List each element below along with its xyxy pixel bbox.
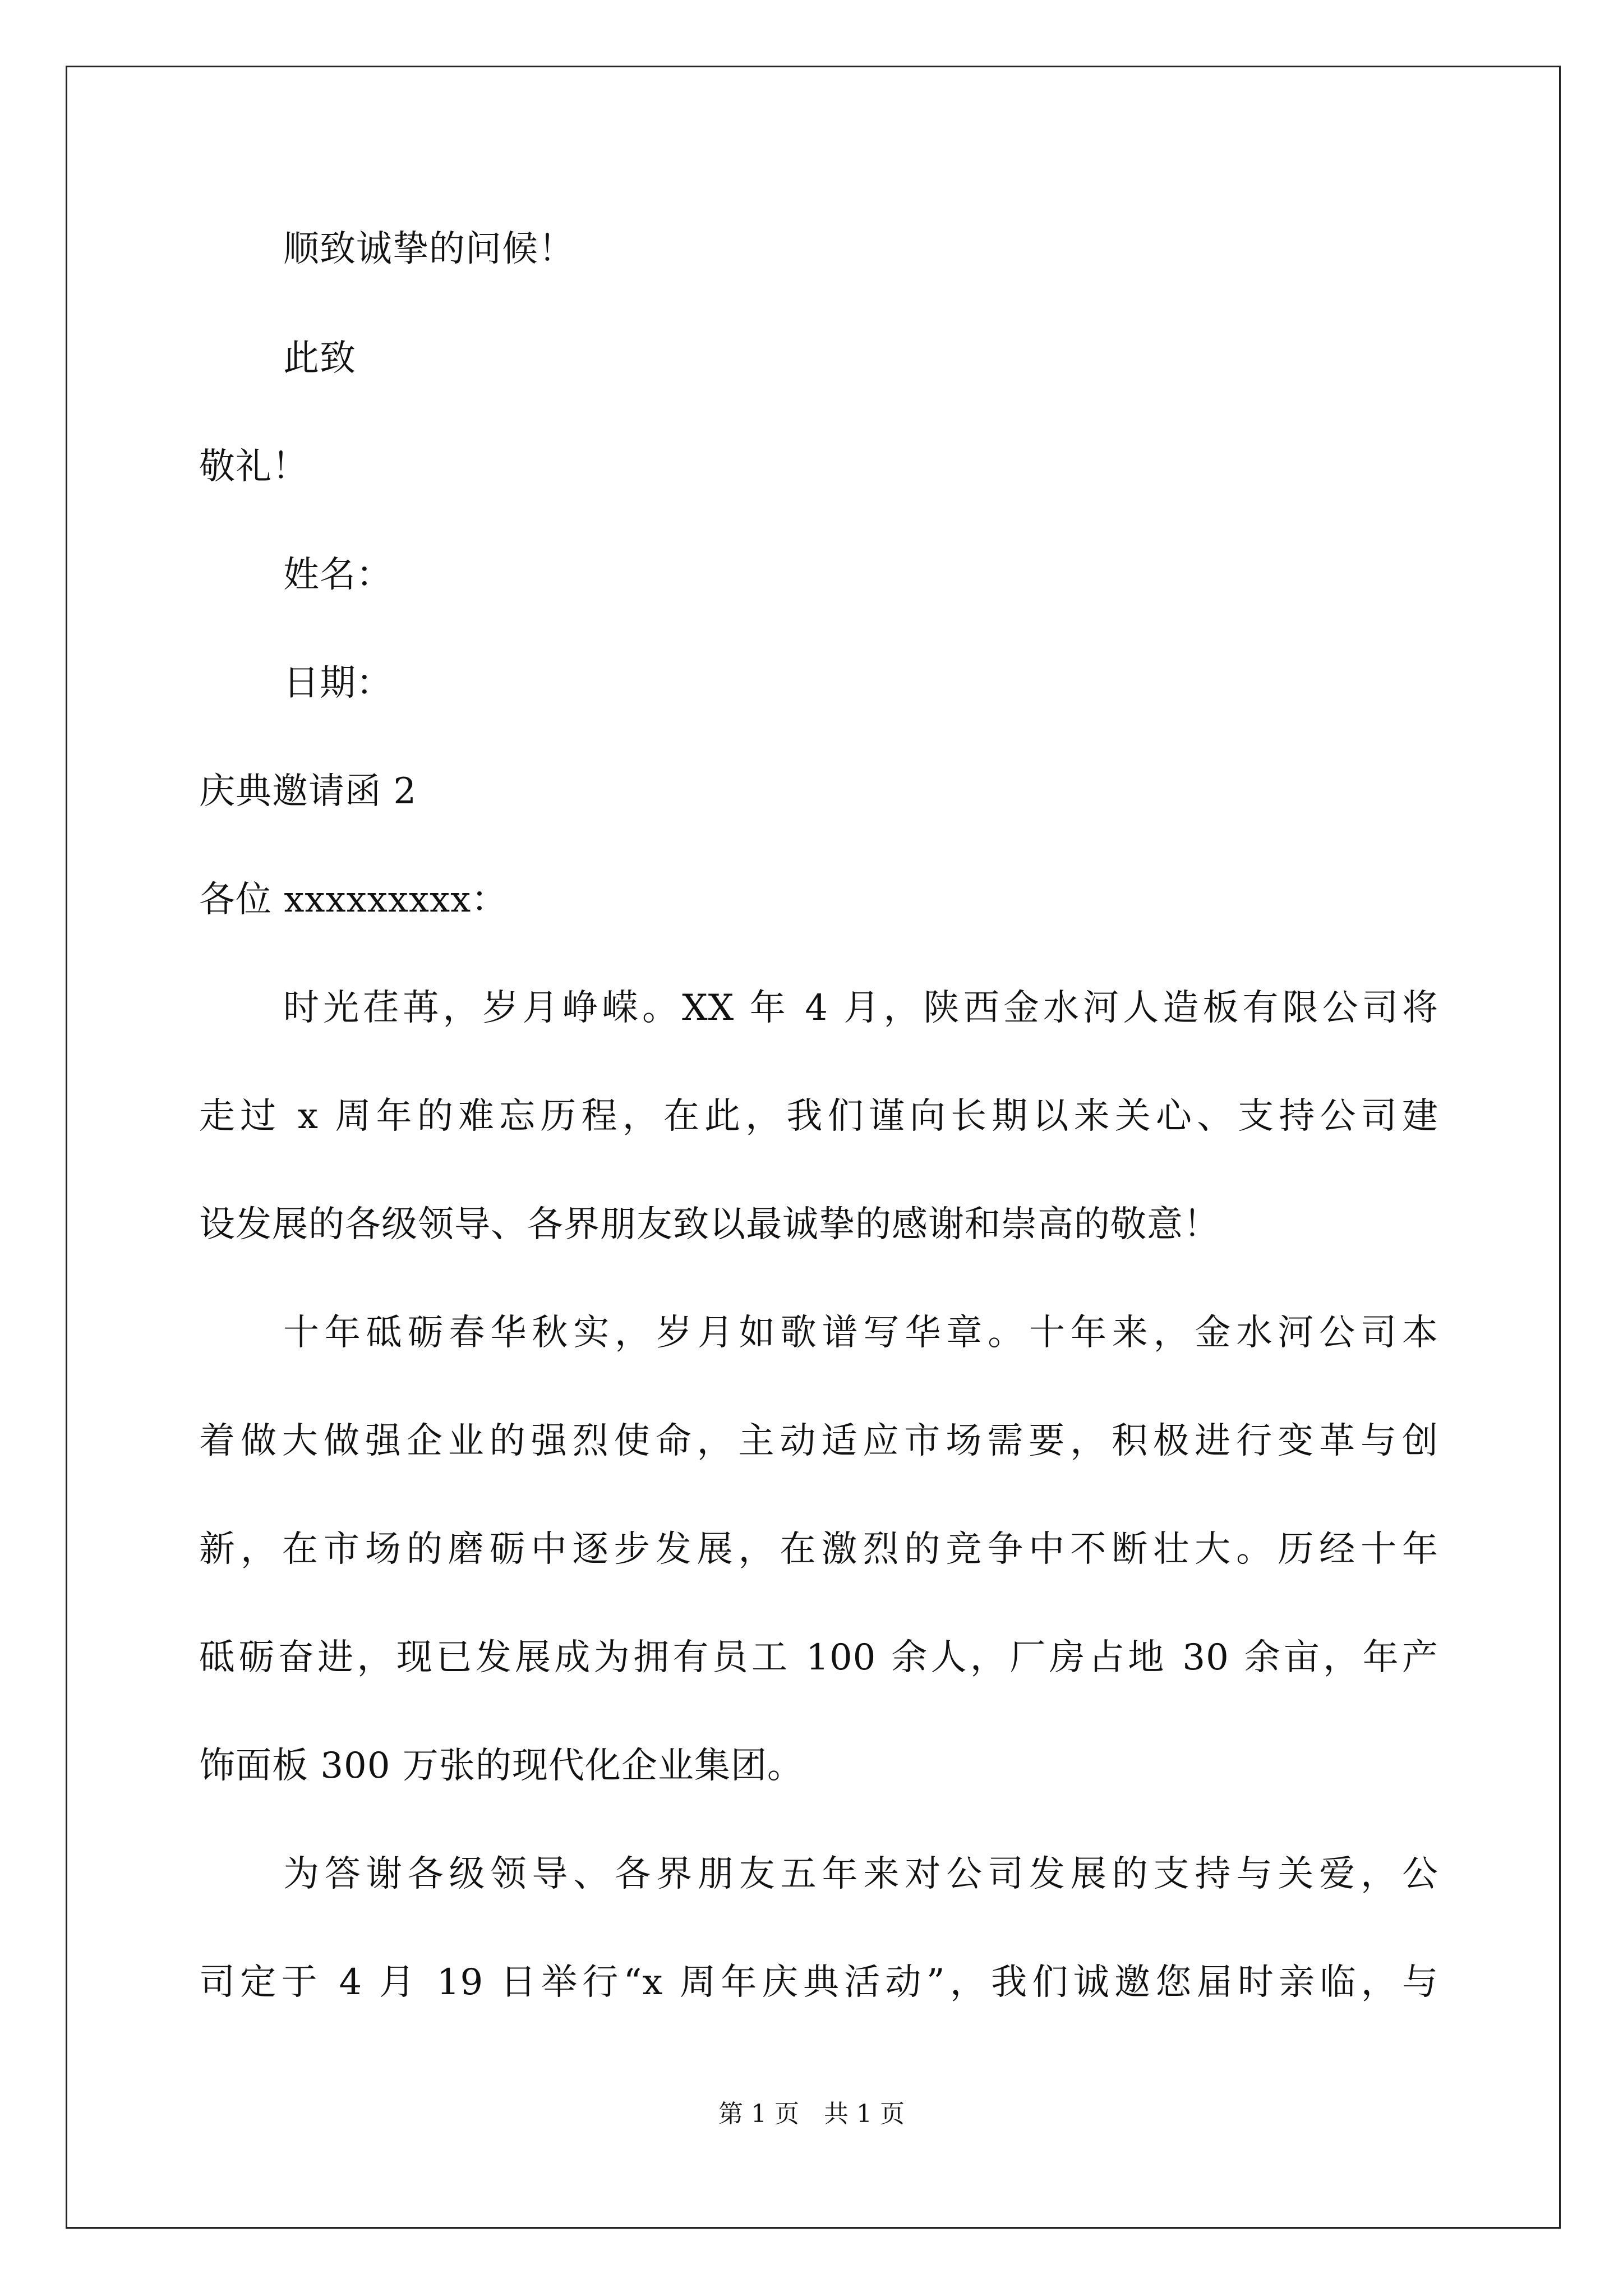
salute-line: 敬礼！	[199, 446, 308, 487]
name-field-label: 姓名：	[283, 554, 393, 596]
paragraph-line: 司定于 4 月 19 日举行“x 周年庆典活动”，我们诚邀您届时亲临，与	[199, 1962, 1438, 2003]
paragraph-line: 十年砥砺春华秋实，岁月如歌谱写华章。十年来，金水河公司本	[283, 1312, 1438, 1354]
addressee-line: 各位 xxxxxxxxx：	[199, 879, 508, 921]
page-footer: 第 1 页 共 1 页	[718, 2100, 905, 2128]
section-heading: 庆典邀请函 2	[199, 771, 417, 812]
paragraph-line: 砥砺奋进，现已发展成为拥有员工 100 余人，厂房占地 30 余亩，年产	[199, 1637, 1438, 1678]
paragraph-line: 饰面板 300 万张的现代化企业集团。	[199, 1745, 804, 1787]
paragraph-line: 着做大做强企业的强烈使命，主动适应市场需要，积极进行变革与创	[199, 1420, 1438, 1462]
paragraph-line: 为答谢各级领导、各界朋友五年来对公司发展的支持与关爱，公	[283, 1853, 1438, 1895]
paragraph-line: 设发展的各级领导、各界朋友致以最诚挚的感谢和崇高的敬意！	[199, 1204, 1220, 1245]
paragraph-line: 新，在市场的磨砺中逐步发展，在激烈的竞争中不断壮大。历经十年	[199, 1529, 1438, 1570]
greeting-line: 顺致诚挚的问候！	[283, 228, 575, 270]
paragraph-line: 走过 x 周年的难忘历程，在此，我们谨向长期以来关心、支持公司建	[199, 1096, 1438, 1137]
page-border	[66, 66, 1561, 2229]
date-field-label: 日期：	[283, 662, 393, 704]
paragraph-line: 时光荏苒，岁月峥嵘。XX 年 4 月，陕西金水河人造板有限公司将	[283, 987, 1438, 1029]
closing-line: 此致	[283, 338, 356, 379]
